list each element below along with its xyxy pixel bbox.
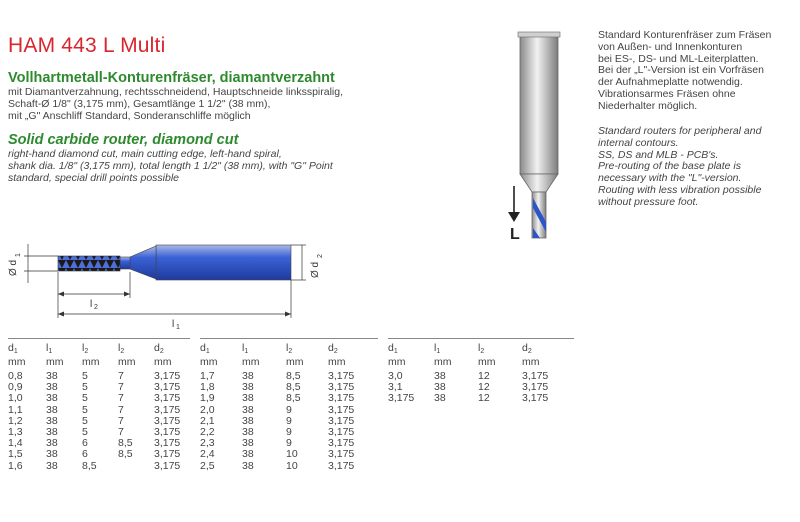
tool-shank: [520, 34, 558, 174]
german-line: mit „G" Anschliff Standard, Sonderanschliffe möglich: [8, 109, 251, 122]
l1-label: l: [172, 319, 175, 330]
english-description: [8, 149, 333, 184]
col-l2: $l_2$ mm: [82, 342, 100, 368]
col-l1: $l_1$ mm: [242, 342, 260, 368]
table-row: 0,8 38 5 7 3,175: [8, 370, 181, 382]
german-line: Schaft-Ø 1/8" (3,175 mm), Gesamtlänge 1 1/2" (38 mm),: [8, 97, 271, 110]
tool-taper: [130, 246, 156, 279]
table-row: 2,5 38 10 3,175: [200, 459, 355, 472]
side-description-english: [598, 126, 761, 209]
col-d1: $d_1$ mm: [200, 342, 218, 368]
col-d1: $d_1$ mm: [388, 342, 406, 368]
svg-text:1: 1: [15, 253, 22, 257]
table-row: 1,9 38 8,5 3,175: [200, 392, 355, 405]
table-row: 1,3 38 5 7 3,175: [8, 426, 181, 439]
dimension-table-1: [8, 338, 190, 472]
col-l2: $l_2$ mm: [286, 342, 304, 368]
svg-text:2: 2: [317, 254, 324, 258]
table-row: 1,4 38 6 8,5 3,175: [8, 437, 181, 450]
tool-cutting-section: [58, 256, 120, 271]
col-l2: $l_2$ mm: [478, 342, 496, 368]
table-row: 1,8 38 8,5 3,175: [200, 381, 355, 394]
dimension-table-2: [200, 338, 378, 472]
english-heading: Solid carbide router, diamond cut: [8, 132, 239, 148]
side-line: bei ES-, DS- und ML-Leiterplatten.: [598, 52, 759, 65]
table-row: 1,0 38 5 7 3,175: [8, 392, 181, 405]
english-line: shank dia. 1/8" (3,175 mm), total length 1 1/2" (38 mm), with "G" Point: [8, 159, 333, 172]
table-row: 1,5 38 6 8,5 3,175: [8, 448, 181, 461]
side-line: Routing with less vibration possible: [598, 183, 762, 196]
side-line: Niederhalter möglich.: [598, 99, 698, 112]
table-row: 2,0 38 9 3,175: [200, 403, 355, 416]
side-line: von Außen- und Innenkonturen: [598, 40, 743, 53]
table-row: 3,175 38 12 3,175: [388, 392, 549, 405]
col-l1: $l_1$ mm: [46, 342, 64, 368]
side-line: Vibrationsarmes Fräsen ohne: [598, 87, 736, 100]
l-version-label: L: [510, 226, 520, 243]
german-description: [8, 87, 343, 122]
side-line: internal contours.: [598, 136, 679, 149]
table-row: 1,6 38 8,5 3,175: [8, 459, 181, 472]
arrow-down-icon: [508, 212, 520, 222]
table-row: 1,7 38 8,5 3,175: [200, 370, 355, 382]
product-title: HAM 443 L Multi: [8, 34, 166, 57]
svg-text:1: 1: [176, 324, 180, 331]
tool-taper: [520, 174, 558, 192]
side-line: necessary with the "L"-version.: [598, 172, 742, 185]
l2-label: l: [90, 299, 93, 310]
table-row: 3,0 38 12 3,175: [388, 370, 549, 382]
german-heading: Vollhartmetall-Konturenfräser, diamantverzahnt: [8, 70, 335, 86]
col-l1: $l_1$ mm: [434, 342, 452, 368]
side-description-german: [598, 30, 771, 113]
tool-dimension-diagram: [6, 236, 336, 336]
side-line: Standard Konturenfräser zum Fräsen: [598, 29, 772, 41]
table-row: 1,2 38 5 7 3,175: [8, 414, 181, 427]
d1-label: Ø d: [8, 259, 19, 276]
side-line: Standard routers for peripheral and: [598, 125, 762, 137]
english-line: right-hand diamond cut, main cutting edge, left-hand spiral,: [8, 148, 282, 160]
table-row: 1,1 38 5 7 3,175: [8, 403, 181, 416]
side-line: der Aufnahmeplatte notwendig.: [598, 76, 743, 89]
col-d2: $d_2$ mm: [154, 342, 172, 368]
english-line: standard, special drill points possible: [8, 171, 180, 184]
col-d2: $d_2$ mm: [522, 342, 540, 368]
dimension-table-3: [388, 338, 574, 405]
side-line: SS, DS and MLB - PCB's.: [598, 148, 719, 161]
table-row: 0,9 38 5 7 3,175: [8, 381, 181, 394]
german-line: mit Diamantverzahnung, rechtsschneidend, Hauptschneide linksspiralig,: [8, 86, 344, 98]
table-row: 2,1 38 9 3,175: [200, 414, 355, 427]
side-line: Bei der „L"-Version ist ein Vorfräsen: [598, 64, 764, 77]
col-d1: $d_1$ mm: [8, 342, 26, 368]
table-row: 2,2 38 9 3,175: [200, 426, 355, 439]
d2-label: Ø d: [310, 261, 321, 278]
table-row: 2,3 38 9 3,175: [200, 437, 355, 450]
table-header: [200, 339, 368, 371]
col-l2-alt: $l_2$ mm: [118, 342, 136, 368]
side-line: Pre-routing of the base plate is: [598, 160, 742, 173]
table-header: [388, 339, 566, 371]
table-row: 3,1 38 12 3,175: [388, 381, 549, 394]
table-row: 2,4 38 10 3,175: [200, 448, 355, 461]
tool-shank: [156, 245, 291, 280]
side-line: without pressure foot.: [598, 195, 699, 208]
svg-text:2: 2: [94, 304, 98, 311]
table-header: [8, 339, 190, 371]
col-d2: $d_2$ mm: [328, 342, 346, 368]
vertical-tool-illustration: [500, 28, 580, 248]
